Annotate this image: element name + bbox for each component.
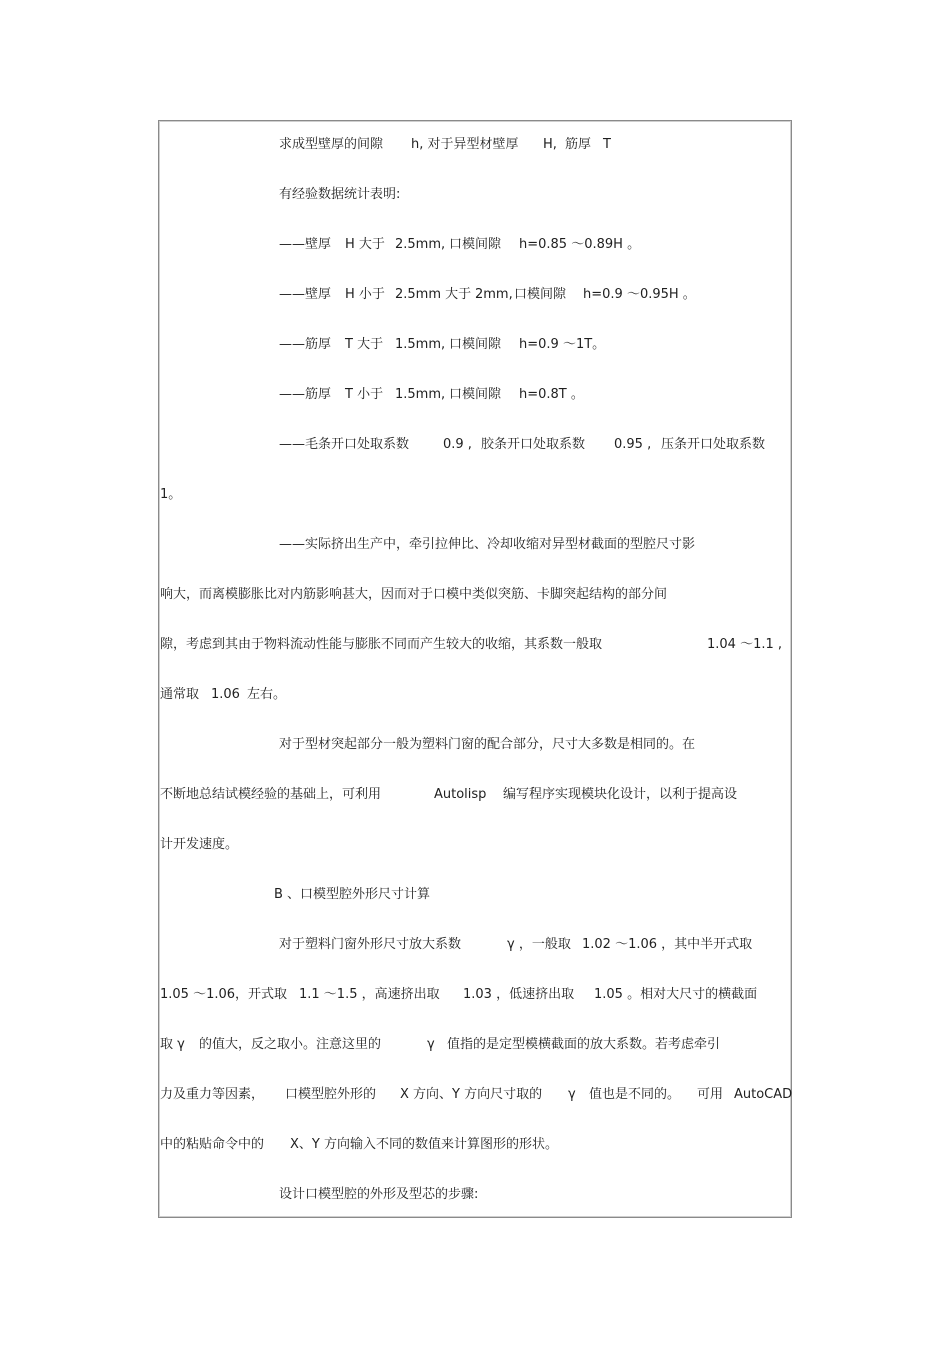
- text-segment: γ ，一般取: [507, 937, 571, 952]
- text-segment: 口模间隙: [449, 387, 502, 402]
- text-segment: 中的粘贴命令中的: [160, 1137, 265, 1152]
- text-segment: 筋厚: [565, 137, 592, 152]
- text-segment: ——筋厚: [279, 387, 332, 402]
- text-segment: 1.04 ～1.1 ,: [707, 637, 783, 652]
- text-segment: 设计口模型腔的外形及型芯的步骤:: [279, 1187, 479, 1202]
- text-segment: 可用: [697, 1087, 724, 1102]
- text-segment: 口模间隙: [514, 287, 567, 302]
- text-segment: 有经验数据统计表明:: [279, 187, 401, 202]
- text-segment: 通常取: [160, 687, 200, 702]
- text-segment: X、Y 方向输入不同的数值来计算图形的形状。: [290, 1137, 558, 1152]
- text-segment: T: [603, 137, 611, 152]
- text-segment: AutoCAD: [734, 1087, 793, 1102]
- text-segment: ——壁厚: [279, 237, 332, 252]
- text-segment: 左右。: [247, 687, 287, 702]
- text-segment: 力及重力等因素，: [160, 1087, 265, 1102]
- text-segment: 胶条开口处取系数: [481, 437, 586, 452]
- text-segment: 1.05 ～1.06，开式取: [160, 987, 288, 1002]
- text-segment: ——毛条开口处取系数: [279, 437, 410, 452]
- text-segment: X 方向、Y 方向尺寸取的: [400, 1087, 543, 1102]
- text-segment: 的值大，反之取小。注意这里的: [199, 1037, 382, 1052]
- text-segment: 值也是不同的。: [589, 1087, 681, 1102]
- text-segment: h=0.8T 。: [519, 387, 584, 402]
- text-segment: 1.1 ～1.5 ，高速挤出取: [299, 987, 440, 1002]
- text-segment: 对于塑料门窗外形尺寸放大系数: [279, 937, 462, 952]
- text-segment: 2.5mm,: [395, 237, 446, 252]
- text-segment: H 大于: [345, 237, 385, 252]
- text-segment: 编写程序实现模块化设计，以利于提高设: [503, 787, 738, 802]
- text-segment: 值指的是定型模横截面的放大系数。若考虑牵引: [447, 1037, 721, 1052]
- text-segment: 隙，考虑到其由于物料流动性能与膨胀不同而产生较大的收缩，其系数一般取: [160, 637, 603, 652]
- text-segment: h, 对于异型材壁厚: [411, 137, 519, 152]
- text-segment: 对于型材突起部分一般为塑料门窗的配合部分，尺寸大多数是相同的。在: [279, 737, 696, 752]
- text-segment: T 大于: [345, 337, 384, 352]
- text-segment: 1.5mm,: [395, 337, 446, 352]
- text-segment: H,: [543, 137, 557, 152]
- text-segment: 0.95 ,: [614, 437, 652, 452]
- text-segment: 计开发速度。: [160, 837, 239, 852]
- text-segment: 口模型腔外形的: [285, 1087, 377, 1102]
- text-segment: γ: [568, 1087, 576, 1102]
- text-segment: 压条开口处取系数: [661, 437, 766, 452]
- text-segment: 0.9 ,: [443, 437, 472, 452]
- text-segment: T 小于: [345, 387, 384, 402]
- text-segment: B 、口模型腔外形尺寸计算: [274, 887, 431, 902]
- text-segment: 口模间隙: [449, 337, 502, 352]
- text-segment: h=0.85 ～0.89H 。: [519, 237, 641, 252]
- text-segment: 1.02 ～1.06 ，其中半开式取: [582, 937, 753, 952]
- text-segment: 取 γ: [160, 1037, 185, 1052]
- text-segment: ——筋厚: [279, 337, 332, 352]
- text-segment: H 小于: [345, 287, 385, 302]
- text-segment: 1.03 ，低速挤出取: [463, 987, 575, 1002]
- text-segment: h=0.9 ～0.95H 。: [583, 287, 696, 302]
- text-segment: 口模间隙: [449, 237, 502, 252]
- text-segment: 求成型壁厚的间隙: [279, 137, 384, 152]
- text-segment: 2.5mm 大于: [395, 287, 472, 302]
- text-segment: 响大，而离模膨胀比对内筋影响甚大，因而对于口模中类似突筋、卡脚突起结构的部分间: [160, 587, 668, 602]
- text-segment: 不断地总结试模经验的基础上，可利用: [160, 787, 382, 802]
- text-segment: ——壁厚: [279, 287, 332, 302]
- text-segment: Autolisp: [434, 787, 487, 802]
- text-segment: 1.05 。相对大尺寸的横截面: [594, 987, 758, 1002]
- text-segment: 1。: [160, 487, 182, 502]
- text-segment: h=0.9 ～1T。: [519, 337, 606, 352]
- text-segment: γ: [427, 1037, 435, 1052]
- text-segment: 1.5mm,: [395, 387, 446, 402]
- document-frame: [158, 120, 792, 1218]
- text-segment: 2mm,: [475, 287, 513, 302]
- text-segment: ——实际挤出生产中，牵引拉伸比、冷却收缩对异型材截面的型腔尺寸影: [279, 537, 696, 552]
- text-segment: 1.06: [211, 687, 240, 702]
